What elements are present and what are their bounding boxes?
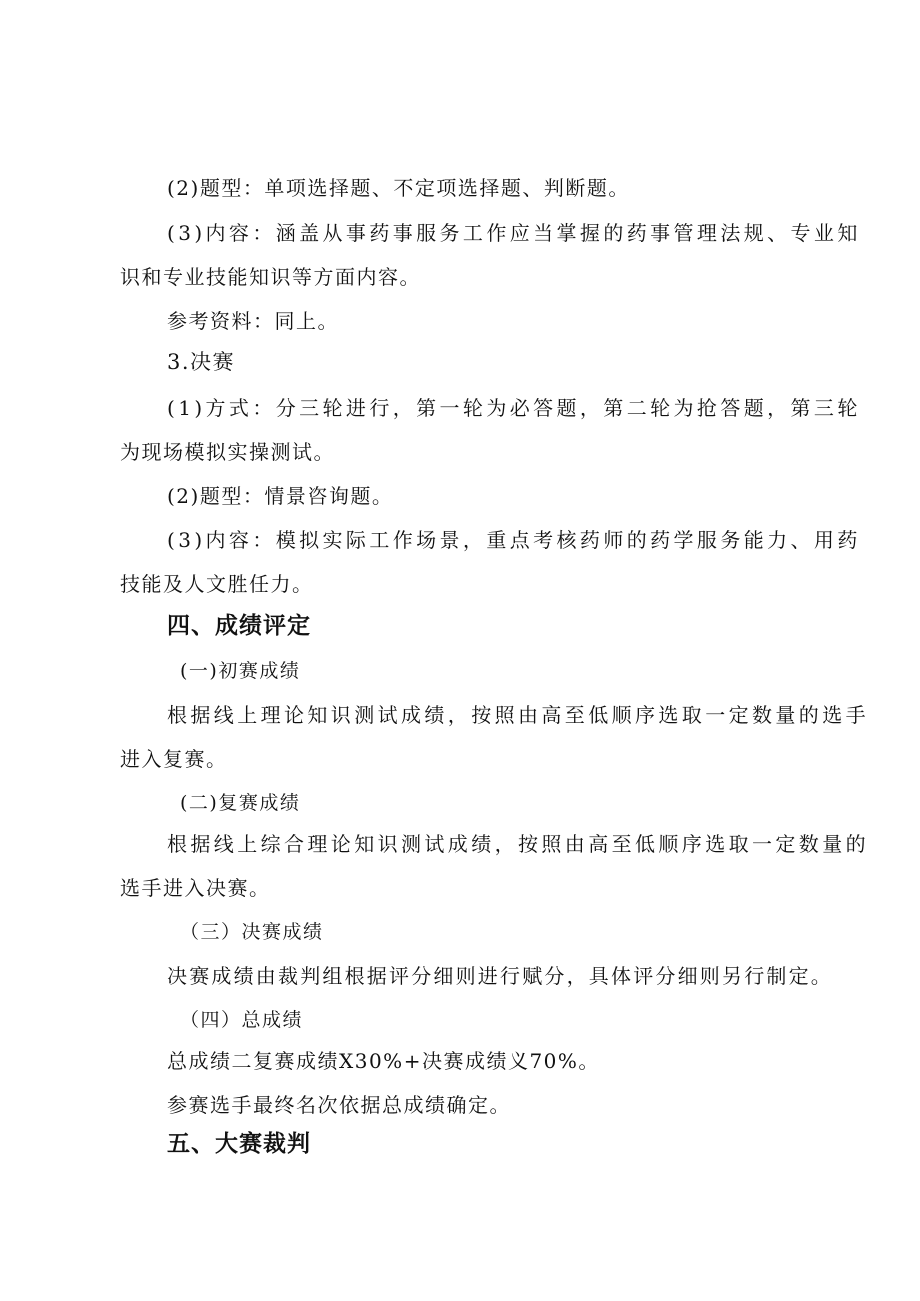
- final-method-line-1: (1)方式：分三轮进行，第一轮为必答题，第二轮为抢答题，第三轮: [167, 396, 861, 420]
- final-heading: 3.决赛: [167, 350, 236, 374]
- exam-content-line-1: (3)内容：涵盖从事药事服务工作应当掌握的药事管理法规、专业知: [167, 221, 861, 245]
- prelim-title: (一)初赛成绩: [180, 660, 301, 682]
- exam-content-line-2: 识和专业技能知识等方面内容。: [120, 265, 421, 289]
- final-content-line-2: 技能及人文胜任力。: [120, 572, 314, 596]
- semi-line-2: 选手进入决赛。: [120, 876, 271, 900]
- final-type-line: (2)题型：情景咨询题。: [167, 484, 394, 508]
- exam-type-line: (2)题型：单项选择题、不定项选择题、判断题。: [167, 176, 630, 200]
- judges-heading: 五、大赛裁判: [167, 1131, 311, 1157]
- final-score-title: （三）决赛成绩: [180, 921, 324, 943]
- scoring-heading: 四、成绩评定: [167, 613, 311, 639]
- final-score-line: 决赛成绩由裁判组根据评分细则进行赋分，具体评分细则另行制定。: [167, 964, 833, 988]
- final-method-line-2: 为现场模拟实操测试。: [120, 440, 335, 464]
- semi-title: (二)复赛成绩: [180, 792, 301, 814]
- prelim-line-1: 根据线上理论知识测试成绩，按照由高至低顺序选取一定数量的选手: [167, 703, 869, 727]
- semi-line-1: 根据线上综合理论知识测试成绩，按照由高至低顺序选取一定数量的: [167, 832, 869, 856]
- final-content-line-1: (3)内容：模拟实际工作场景，重点考核药师的药学服务能力、用药: [167, 528, 861, 552]
- total-score-title: （四）总成绩: [180, 1009, 304, 1031]
- total-score-formula: 总成绩二复赛成绩X30%+决赛成绩义70%。: [167, 1049, 600, 1073]
- ranking-line: 参赛选手最终名次依据总成绩确定。: [167, 1093, 511, 1117]
- prelim-line-2: 进入复赛。: [120, 747, 228, 771]
- reference-line: 参考资料：同上。: [167, 309, 339, 333]
